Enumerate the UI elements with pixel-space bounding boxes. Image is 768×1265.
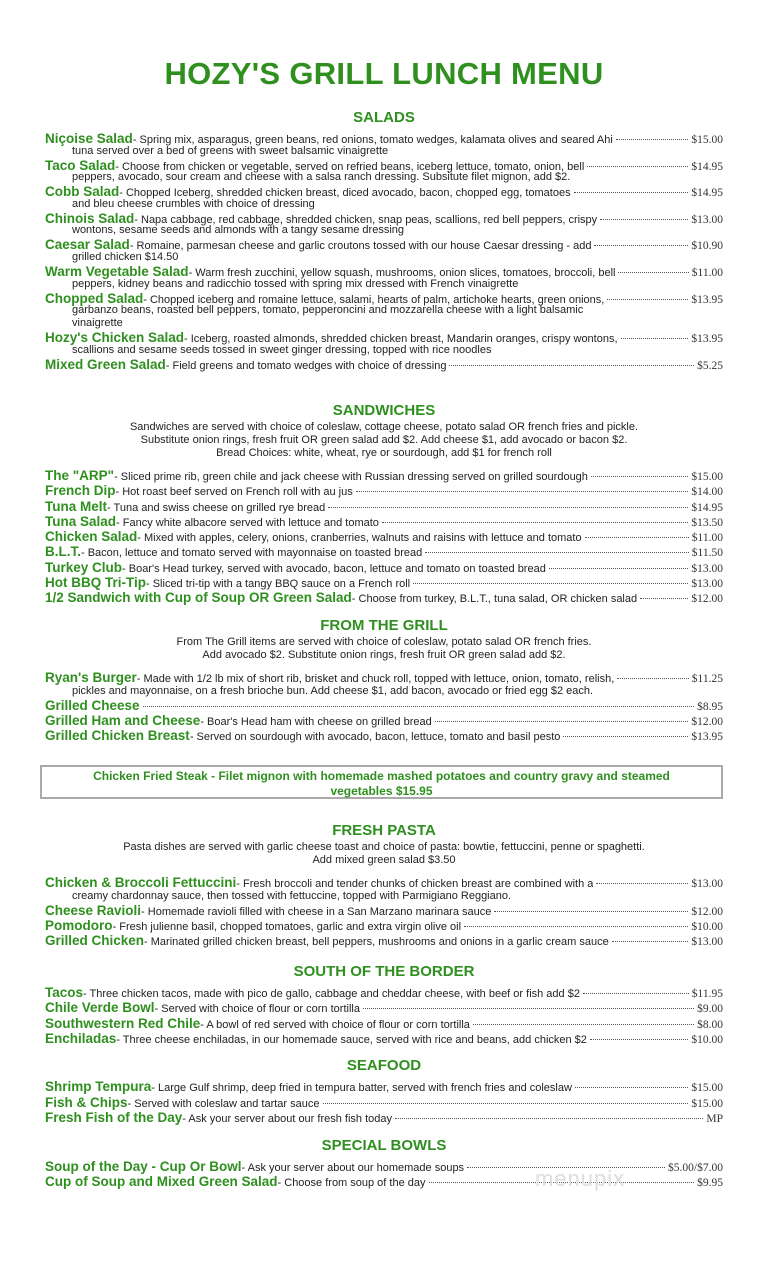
menu-item [45, 918, 723, 933]
item-description: - Boar's Head ham with cheese on grilled bread [200, 716, 432, 728]
item-price: $11.00 [691, 266, 723, 279]
item-price: $13.50 [691, 516, 723, 529]
item-description: - Sliced tri-tip with a tangy BBQ sauce on a French roll [146, 578, 411, 591]
item-name: Hot BBQ Tri-Tip [45, 575, 146, 591]
item-description: - Fancy white albacore served with lettuce and tomato [116, 516, 379, 529]
dot-leader [617, 678, 689, 679]
menu-item [45, 698, 723, 713]
section-notes [45, 421, 723, 460]
section-note: Sandwiches are served with choice of coleslaw, cottage cheese, potato salad OR french fries and pickle. [129, 421, 639, 433]
dot-leader [575, 1087, 688, 1088]
menu-item-row [45, 544, 723, 559]
item-description: - Chopped iceberg and romaine lettuce, salami, hearts of palm, artichoke hearts, green onions, [143, 293, 605, 306]
item-price: $15.00 [691, 471, 723, 483]
item-description: - Served on sourdough with avocado, bacon, lettuce, tomato and basil pesto [189, 731, 561, 743]
item-price: MP [706, 1113, 723, 1125]
menu-item-row [45, 264, 723, 278]
dot-leader [494, 911, 688, 912]
section-heading: SOUTH OF THE BORDER [293, 963, 475, 980]
menu-item [45, 713, 723, 728]
menu-item [45, 590, 723, 605]
item-description: - Fresh broccoli and tender chunks of chicken breast are combined with a [236, 878, 594, 890]
item-description: - Spring mix, asparagus, green beans, red onions, tomato wedges, kalamata olives and seared Ahi [132, 134, 613, 146]
item-description: - Served with coleslaw and tartar sauce [127, 1097, 320, 1110]
menu-item-row [45, 1031, 723, 1046]
item-price: $13.00 [691, 213, 723, 226]
menu-section [45, 1056, 723, 1126]
item-name: Chinois Salad [45, 210, 135, 226]
item-price: $10.90 [691, 240, 723, 253]
menu-item-row [45, 211, 723, 225]
menu-item-row [45, 985, 723, 1000]
item-name: The "ARP" [45, 468, 115, 483]
item-price: $8.95 [697, 701, 723, 713]
item-description: - Napa cabbage, red cabbage, shredded chicken, snap peas, scallions, red bell peppers, crispy [134, 213, 598, 226]
menu-item-row [45, 357, 723, 371]
dot-leader [616, 139, 689, 140]
item-price: $8.00 [697, 1018, 723, 1031]
item-description: - Ask your server about our homemade soups [241, 1162, 465, 1174]
item-price: $5.00/$7.00 [668, 1162, 723, 1174]
menu-item [45, 291, 723, 331]
menu-item [45, 237, 723, 264]
dot-leader [143, 706, 695, 707]
item-description: - Warm fresh zucchini, yellow squash, mushrooms, onion slices, tomatoes, broccoli, bell [188, 266, 616, 279]
dot-leader [574, 192, 689, 193]
menu-item-row [45, 1095, 723, 1111]
item-description: - Mixed with apples, celery, onions, cranberries, walnuts and raisins with lettuce and tomato [137, 532, 582, 545]
menu-item-row [45, 728, 723, 743]
menu-section [45, 108, 723, 370]
item-description: - Choose from turkey, B.L.T., tuna salad, OR chicken salad [351, 593, 638, 606]
menu-item [45, 1016, 723, 1031]
menu-item [45, 933, 723, 948]
watermark: menupix [535, 1166, 626, 1191]
section-note: Pasta dishes are served with garlic cheese toast and choice of pasta: bowtie, fettuccini, penne or spaghetti. [123, 841, 645, 853]
menu-item [45, 544, 723, 559]
item-price: $9.95 [697, 1176, 723, 1189]
menu-item [45, 514, 723, 529]
item-name: Chicken Salad [45, 529, 138, 545]
section-note: Substitute onion rings, fresh fruit OR green salad add $2. Add cheese $1, add avocado or bacon $2. [140, 434, 628, 446]
dot-leader [425, 552, 689, 553]
item-description: - Field greens and tomato wedges with choice of dressing [165, 359, 447, 372]
menu-item-row [45, 1000, 723, 1015]
menu-item-row [45, 514, 723, 529]
item-description-continued: garbanzo beans, roasted bell peppers, tomato, pepperoncini and mozzarella cheese with a light balsamic [72, 304, 584, 317]
menu-item [45, 1110, 723, 1126]
menu-item-row [45, 499, 723, 514]
menu-item-row [45, 560, 723, 575]
menu-item-row [45, 698, 723, 713]
dot-leader [449, 365, 694, 366]
item-description: - Marinated grilled chicken breast, bell peppers, mushrooms and onions in a garlic cream sauce [144, 936, 609, 948]
item-name: Niçoise Salad [45, 131, 133, 146]
item-description: - Three cheese enchiladas, in our homemade sauce, served with rice and beans, add chicken $2 [116, 1033, 587, 1046]
section-notes [45, 841, 723, 867]
item-price: $13.00 [691, 936, 723, 948]
item-name: Hozy's Chicken Salad [45, 330, 185, 346]
item-description: - Large Gulf shrimp, deep fried in tempura batter, served with french fries and coleslaw [151, 1082, 572, 1094]
section-heading: FRESH PASTA [332, 822, 436, 839]
item-name: Chicken & Broccoli Fettuccini [45, 875, 237, 890]
menu-item [45, 1000, 723, 1015]
menu-item [45, 529, 723, 544]
item-price: $15.00 [691, 1082, 723, 1094]
dot-leader [607, 299, 688, 300]
menu-item-row [45, 875, 723, 890]
item-price: $13.00 [691, 562, 723, 575]
item-name: Grilled Ham and Cheese [45, 713, 201, 728]
menu-item [45, 131, 723, 158]
featured-special-line: vegetables $15.95 [330, 784, 433, 798]
menu-item-row [45, 529, 723, 544]
item-price: $15.00 [691, 1097, 723, 1110]
dot-leader [596, 883, 688, 884]
item-price: $10.00 [691, 921, 723, 933]
menu-item-row [45, 1079, 723, 1095]
item-price: $14.00 [691, 486, 723, 499]
menu-item-row [45, 237, 723, 251]
item-description: - Served with choice of flour or corn tortilla [154, 1003, 360, 1016]
item-price: $12.00 [691, 593, 723, 606]
menu-item [45, 184, 723, 211]
menu-item-row [45, 1016, 723, 1031]
dot-leader [594, 245, 688, 246]
menu-item-row [45, 468, 723, 483]
dot-leader [464, 926, 688, 927]
menu-item [45, 499, 723, 514]
item-name: 1/2 Sandwich with Cup of Soup OR Green Salad [45, 590, 352, 606]
item-name: Cup of Soup and Mixed Green Salad [45, 1173, 278, 1189]
item-description-continued: peppers, kidney beans and radicchio tossed with spring mix dressed with French vinaigrette [72, 277, 519, 290]
item-description: - Tuna and swiss cheese on grilled rye bread [107, 501, 326, 514]
dot-leader [356, 491, 689, 492]
item-name: Tacos [45, 985, 84, 1000]
menu-item-row [45, 713, 723, 728]
menu-item-row [45, 590, 723, 605]
item-price: $11.95 [691, 988, 723, 1000]
item-name: Chopped Salad [45, 290, 144, 306]
item-description: - Iceberg, roasted almonds, shredded chicken breast, Mandarin oranges, crispy wontons, [184, 333, 618, 346]
menu-section [45, 401, 723, 606]
item-name: Cheese Ravioli [45, 903, 142, 918]
menu-item-row [45, 1110, 723, 1126]
item-name: Shrimp Tempura [45, 1079, 152, 1094]
item-name: Turkey Club [45, 559, 123, 575]
item-name: Soup of the Day - Cup Or Bowl [45, 1159, 242, 1174]
item-description-continued: scallions and sesame seeds tossed in sweet ginger dressing, topped with rice noodles [72, 343, 492, 356]
item-name: Fish & Chips [45, 1094, 128, 1110]
dot-leader [585, 537, 689, 538]
item-description: - Made with 1/2 lb mix of short rib, brisket and chuck roll, topped with lettuce, onion, tomato, relish, [136, 673, 615, 685]
menu-title: HOZY'S GRILL LUNCH MENU [164, 56, 604, 91]
menu-item [45, 560, 723, 575]
item-price: $13.00 [691, 878, 723, 890]
item-name: Ryan's Burger [45, 670, 137, 685]
menu-item [45, 903, 723, 918]
item-name: Taco Salad [45, 157, 116, 173]
item-description: - Chopped Iceberg, shredded chicken breast, diced avocado, bacon, chopped egg, tomatoes [119, 187, 571, 200]
item-name: French Dip [45, 483, 116, 499]
dot-leader [640, 598, 688, 599]
section-note: Bread Choices: white, wheat, rye or sourdough, add $1 for french roll [216, 447, 552, 459]
menu-item [45, 158, 723, 185]
featured-special-line: Chicken Fried Steak - Filet mignon with homemade mashed potatoes and country gravy and steamed [93, 769, 670, 783]
item-name: Fresh Fish of the Day [45, 1110, 183, 1125]
featured-special-box [40, 765, 723, 799]
item-name: Tuna Salad [45, 513, 117, 529]
dot-leader [395, 1118, 703, 1119]
item-name: Pomodoro [45, 918, 113, 933]
dot-leader [563, 736, 688, 737]
menu-item-row [45, 158, 723, 172]
item-description: - Fresh julienne basil, chopped tomatoes, garlic and extra virgin olive oil [112, 921, 462, 933]
dot-leader [621, 338, 689, 339]
menu-item-row [45, 483, 723, 498]
item-price: $10.00 [691, 1033, 723, 1046]
menu-item-row [45, 933, 723, 948]
menu-item [45, 575, 723, 590]
item-name: Grilled Chicken Breast [45, 728, 190, 743]
item-price: $14.95 [691, 501, 723, 514]
section-heading: SPECIAL BOWLS [321, 1137, 447, 1154]
item-price: $12.00 [691, 716, 723, 728]
item-price: $13.95 [691, 731, 723, 743]
dot-leader [583, 993, 689, 994]
item-price: $13.00 [691, 578, 723, 591]
item-name: Chile Verde Bowl [45, 1000, 155, 1016]
menu-item-row [45, 903, 723, 918]
dot-leader [363, 1008, 694, 1009]
item-price: $12.00 [691, 906, 723, 918]
menu-section [45, 616, 723, 743]
menu-item [45, 985, 723, 1000]
item-description-continued: wontons, sesame seeds and almonds with a tangy sesame dressing [72, 224, 405, 237]
item-name: B.L.T. [45, 544, 81, 560]
item-description: - Choose from chicken or vegetable, served on refried beans, iceberg lettuce, tomato, onion, bell [115, 160, 585, 173]
section-heading: SALADS [353, 109, 415, 126]
menu-item [45, 264, 723, 291]
item-name: Caesar Salad [45, 237, 130, 253]
item-description-continued: and bleu cheese crumbles with choice of dressing [72, 197, 315, 210]
dot-leader [323, 1103, 689, 1104]
menu-item [45, 728, 723, 743]
dot-leader [600, 219, 688, 220]
dot-leader [328, 507, 688, 508]
item-name: Enchiladas [45, 1030, 117, 1046]
item-name: Warm Vegetable Salad [45, 263, 189, 279]
item-name: Southwestern Red Chile [45, 1015, 201, 1031]
dot-leader [612, 941, 689, 942]
menu-item-row [45, 575, 723, 590]
section-note: From The Grill items are served with choice of coleslaw, potato salad OR french fries. [176, 636, 592, 648]
item-name: Grilled Cheese [45, 698, 140, 713]
section-heading: FROM THE GRILL [320, 617, 448, 634]
item-description-continued: creamy chardonnay sauce, then tossed with fettuccine, topped with Parmigiano Reggiano. [72, 890, 512, 902]
item-price: $11.50 [691, 547, 723, 560]
item-price: $11.25 [691, 673, 723, 685]
menu-item-row [45, 291, 723, 305]
item-price: $11.00 [691, 532, 723, 545]
menu-section [45, 821, 723, 948]
item-description: - Homemade ravioli filled with cheese in a San Marzano marinara sauce [141, 906, 492, 918]
item-description: - Romaine, parmesan cheese and garlic croutons tossed with our house Caesar dressing - add [129, 240, 592, 253]
item-price: $14.95 [691, 187, 723, 200]
item-price: $9.00 [697, 1003, 723, 1016]
section-heading: SEAFOOD [346, 1057, 422, 1074]
item-name: Tuna Melt [45, 498, 107, 514]
item-description: - A bowl of red served with choice of flour or corn tortilla [200, 1018, 470, 1031]
item-description: - Hot roast beef served on French roll with au jus [115, 486, 353, 499]
menu-item [45, 483, 723, 498]
item-price: $15.00 [691, 134, 723, 146]
menu-item-row [45, 184, 723, 198]
menu-item [45, 875, 723, 903]
dot-leader [587, 166, 688, 167]
dot-leader [618, 272, 688, 273]
menu-item [45, 1031, 723, 1046]
item-description-continued: grilled chicken $14.50 [72, 250, 179, 263]
item-description: - Choose from soup of the day [277, 1176, 426, 1189]
section-note: Add avocado $2. Substitute onion rings, fresh fruit OR green salad add $2. [202, 649, 566, 661]
menu-item-row [45, 670, 723, 685]
menu-item [45, 1095, 723, 1111]
item-price: $13.95 [691, 333, 723, 346]
dot-leader [590, 1039, 688, 1040]
item-description-continued: peppers, avocado, sour cream and cheese with a salsa ranch dressing. Subsitute filet mignon, add $2. [72, 171, 571, 184]
item-description: - Boar's Head turkey, served with avocado, bacon, lettuce and tomato on toasted bread [122, 562, 546, 575]
menu-section [45, 962, 723, 1046]
item-description: - Three chicken tacos, made with pico de gallo, cabbage and cheddar cheese, with beef or fish add $2 [83, 988, 580, 1000]
menu-item-row [45, 330, 723, 344]
dot-leader [435, 721, 689, 722]
item-name: Grilled Chicken [45, 933, 145, 948]
dot-leader [591, 476, 688, 477]
item-price: $13.95 [691, 293, 723, 306]
item-name: Mixed Green Salad [45, 356, 166, 372]
section-note: Add mixed green salad $3.50 [312, 854, 456, 866]
menu-item [45, 670, 723, 698]
item-description-continued: pickles and mayonnaise, on a fresh brioche bun. Add cheese $1, add bacon, avocado or fried egg $2 each. [72, 685, 594, 697]
dot-leader [413, 583, 688, 584]
menu-item-row [45, 131, 723, 145]
menu-item-row [45, 918, 723, 933]
dot-leader [473, 1024, 694, 1025]
section-heading: SANDWICHES [332, 402, 436, 419]
item-price: $5.25 [697, 359, 723, 372]
item-description-continued: tuna served over a bed of greens with sweet balsamic vinaigrette [72, 144, 389, 157]
menu-item [45, 1079, 723, 1095]
section-notes [45, 636, 723, 662]
menu-item [45, 330, 723, 357]
dot-leader [382, 522, 688, 523]
menu-item [45, 211, 723, 238]
item-description: - Ask your server about our fresh fish today [182, 1113, 392, 1125]
item-description-continued: vinaigrette [72, 317, 123, 330]
item-description: - Sliced prime rib, green chile and jack cheese with Russian dressing served on grilled sourdough [114, 471, 588, 483]
item-description: - Bacon, lettuce and tomato served with mayonnaise on toasted bread [81, 547, 423, 560]
dot-leader [549, 568, 689, 569]
menu-item [45, 468, 723, 483]
menu-item [45, 357, 723, 371]
item-name: Cobb Salad [45, 184, 120, 200]
item-price: $14.95 [691, 160, 723, 173]
